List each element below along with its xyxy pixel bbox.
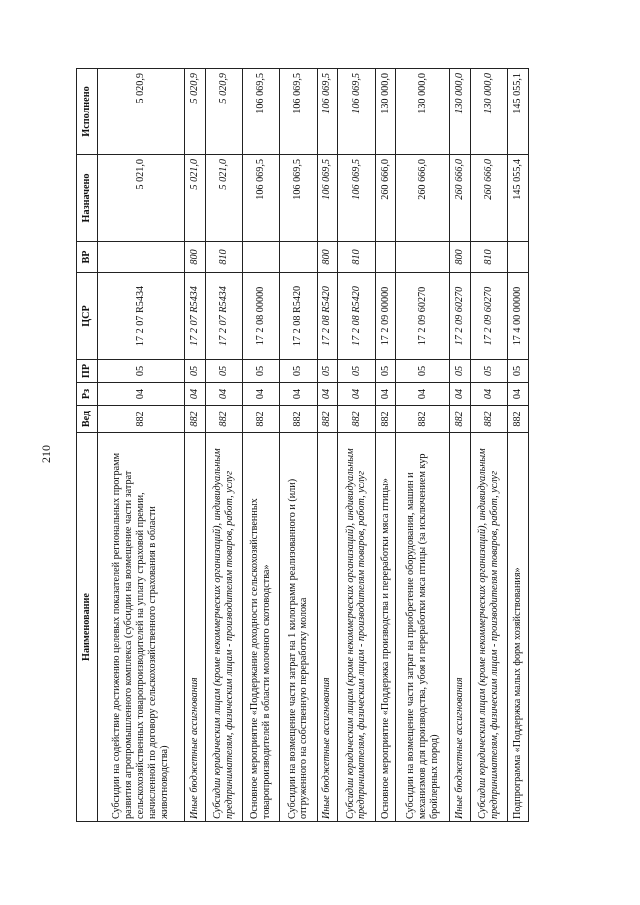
cell-vr: 810 bbox=[338, 242, 375, 273]
cell-csr: 17 2 07 R5434 bbox=[184, 273, 205, 360]
table-row bbox=[205, 69, 242, 822]
table-row bbox=[280, 69, 317, 822]
cell-naznacheno: 5 021,0 bbox=[205, 155, 242, 242]
cell-name: Иные бюджетные ассигнования bbox=[450, 433, 471, 822]
cell-ispolneno: 5 020,9 bbox=[184, 69, 205, 155]
cell-ispolneno: 130 000,0 bbox=[450, 69, 471, 155]
cell-vr: 810 bbox=[205, 242, 242, 273]
cell-pr: 05 bbox=[470, 360, 507, 383]
cell-naznacheno: 5 021,0 bbox=[184, 155, 205, 242]
cell-csr: 17 2 08 R5420 bbox=[338, 273, 375, 360]
cell-rz: 04 bbox=[205, 383, 242, 406]
cell-vr bbox=[375, 242, 396, 273]
table-row bbox=[396, 69, 450, 822]
cell-ispolneno: 106 069,5 bbox=[242, 69, 279, 155]
cell-ved: 882 bbox=[205, 406, 242, 433]
cell-ispolneno: 106 069,5 bbox=[280, 69, 317, 155]
cell-ispolneno: 5 020,9 bbox=[98, 69, 185, 155]
cell-naznacheno: 260 666,0 bbox=[396, 155, 450, 242]
cell-pr: 05 bbox=[375, 360, 396, 383]
cell-vr: 800 bbox=[450, 242, 471, 273]
page-number: 210 bbox=[39, 445, 53, 463]
cell-vr bbox=[508, 242, 529, 273]
cell-vr bbox=[242, 242, 279, 273]
cell-naznacheno: 260 666,0 bbox=[450, 155, 471, 242]
cell-pr: 05 bbox=[317, 360, 338, 383]
cell-ispolneno: 106 069,5 bbox=[338, 69, 375, 155]
cell-ispolneno: 5 020,9 bbox=[205, 69, 242, 155]
cell-csr: 17 2 08 R5420 bbox=[317, 273, 338, 360]
cell-pr: 05 bbox=[205, 360, 242, 383]
cell-csr: 17 2 08 00000 bbox=[242, 273, 279, 360]
cell-name: Субсидии юридическим лицам (кроме некоммерческих организаций), индивидуальным предпринимателям, физическим лицам - производителям товаров, работ, услуг bbox=[205, 433, 242, 822]
budget-table bbox=[76, 68, 529, 822]
cell-ved: 882 bbox=[317, 406, 338, 433]
cell-ispolneno: 106 069,5 bbox=[317, 69, 338, 155]
cell-naznacheno: 106 069,5 bbox=[280, 155, 317, 242]
cell-vr bbox=[396, 242, 450, 273]
cell-csr: 17 2 08 R5420 bbox=[280, 273, 317, 360]
header-naznacheno: Назначено bbox=[77, 155, 98, 242]
cell-name: Основное мероприятие «Поддержание доходности сельскохозяйственных товаропроизводителей в области молочного скотоводства» bbox=[242, 433, 279, 822]
table-row bbox=[242, 69, 279, 822]
cell-csr: 17 2 07 R5434 bbox=[98, 273, 185, 360]
cell-rz: 04 bbox=[317, 383, 338, 406]
header-vr: ВР bbox=[77, 242, 98, 273]
cell-rz: 04 bbox=[242, 383, 279, 406]
cell-csr: 17 2 09 60270 bbox=[470, 273, 507, 360]
header-name: Наименование bbox=[77, 433, 98, 822]
cell-csr: 17 2 09 00000 bbox=[375, 273, 396, 360]
cell-name: Субсидии юридическим лицам (кроме некоммерческих организаций), индивидуальным предпринимателям, физическим лицам - производителям товаров, работ, услуг bbox=[470, 433, 507, 822]
cell-ved: 882 bbox=[396, 406, 450, 433]
table-body bbox=[98, 69, 529, 822]
cell-pr: 05 bbox=[242, 360, 279, 383]
cell-ved: 882 bbox=[375, 406, 396, 433]
cell-pr: 05 bbox=[338, 360, 375, 383]
cell-ispolneno: 130 000,0 bbox=[396, 69, 450, 155]
table-row bbox=[470, 69, 507, 822]
cell-pr: 05 bbox=[184, 360, 205, 383]
cell-vr bbox=[98, 242, 185, 273]
cell-name: Субсидии на возмещение части затрат на 1 килограмм реализованного и (или) отгруженного на собственную переработку молока bbox=[280, 433, 317, 822]
cell-name: Субсидии на содействие достижению целевых показателей региональных программ развития агропромышленного комплекса (субсидии на возмещение части затрат сельскохозяйственных товаропроизводителей на уплату страховой премии, начисленной по договору сельскохозяйственного страхования в области животноводства) bbox=[98, 433, 185, 822]
cell-pr: 05 bbox=[280, 360, 317, 383]
cell-rz: 04 bbox=[450, 383, 471, 406]
cell-ved: 882 bbox=[470, 406, 507, 433]
table-row bbox=[375, 69, 396, 822]
cell-rz: 04 bbox=[508, 383, 529, 406]
cell-ispolneno: 145 055,1 bbox=[508, 69, 529, 155]
cell-ispolneno: 130 000,0 bbox=[375, 69, 396, 155]
cell-ved: 882 bbox=[508, 406, 529, 433]
cell-name: Подпрограмма «Поддержка малых форм хозяйствования» bbox=[508, 433, 529, 822]
cell-name: Иные бюджетные ассигнования bbox=[184, 433, 205, 822]
rotated-page-content bbox=[76, 69, 529, 822]
cell-ved: 882 bbox=[242, 406, 279, 433]
cell-name: Субсидии юридическим лицам (кроме некоммерческих организаций), индивидуальным предпринимателям, физическим лицам - производителям товаров, работ, услуг bbox=[338, 433, 375, 822]
cell-ved: 882 bbox=[98, 406, 185, 433]
table-row bbox=[508, 69, 529, 822]
cell-naznacheno: 106 069,5 bbox=[338, 155, 375, 242]
cell-name: Основное мероприятие «Поддержка производства и переработки мяса птицы» bbox=[375, 433, 396, 822]
header-csr: ЦСР bbox=[77, 273, 98, 360]
cell-rz: 04 bbox=[280, 383, 317, 406]
cell-csr: 17 4 00 00000 bbox=[508, 273, 529, 360]
header-ispolneno: Исполнено bbox=[77, 69, 98, 155]
cell-csr: 17 2 09 60270 bbox=[396, 273, 450, 360]
cell-rz: 04 bbox=[396, 383, 450, 406]
header-ved: Вед bbox=[77, 406, 98, 433]
cell-pr: 05 bbox=[508, 360, 529, 383]
cell-vr: 800 bbox=[184, 242, 205, 273]
cell-name: Субсидии на возмещение части затрат на приобретение оборудования, машин и механизмов для производства, убоя и переработки мяса птицы (за исключением кур бройлерных пород) bbox=[396, 433, 450, 822]
table-row bbox=[450, 69, 471, 822]
cell-naznacheno: 106 069,5 bbox=[317, 155, 338, 242]
cell-csr: 17 2 09 60270 bbox=[450, 273, 471, 360]
cell-rz: 04 bbox=[98, 383, 185, 406]
cell-vr bbox=[280, 242, 317, 273]
cell-rz: 04 bbox=[470, 383, 507, 406]
cell-naznacheno: 260 666,0 bbox=[375, 155, 396, 242]
cell-pr: 05 bbox=[450, 360, 471, 383]
cell-naznacheno: 145 055,4 bbox=[508, 155, 529, 242]
cell-ispolneno: 130 000,0 bbox=[470, 69, 507, 155]
cell-rz: 04 bbox=[338, 383, 375, 406]
cell-vr: 800 bbox=[317, 242, 338, 273]
cell-ved: 882 bbox=[280, 406, 317, 433]
cell-rz: 04 bbox=[184, 383, 205, 406]
cell-ved: 882 bbox=[338, 406, 375, 433]
cell-ved: 882 bbox=[450, 406, 471, 433]
header-rz: Рз bbox=[77, 383, 98, 406]
table-row bbox=[184, 69, 205, 822]
cell-vr: 810 bbox=[470, 242, 507, 273]
cell-pr: 05 bbox=[396, 360, 450, 383]
table-header-row bbox=[77, 69, 98, 822]
cell-naznacheno: 106 069,5 bbox=[242, 155, 279, 242]
header-pr: ПР bbox=[77, 360, 98, 383]
table-row bbox=[338, 69, 375, 822]
table-row bbox=[317, 69, 338, 822]
cell-naznacheno: 5 021,0 bbox=[98, 155, 185, 242]
cell-rz: 04 bbox=[375, 383, 396, 406]
cell-ved: 882 bbox=[184, 406, 205, 433]
cell-naznacheno: 260 666,0 bbox=[470, 155, 507, 242]
cell-csr: 17 2 07 R5434 bbox=[205, 273, 242, 360]
table-row bbox=[98, 69, 185, 822]
cell-name: Иные бюджетные ассигнования bbox=[317, 433, 338, 822]
cell-pr: 05 bbox=[98, 360, 185, 383]
